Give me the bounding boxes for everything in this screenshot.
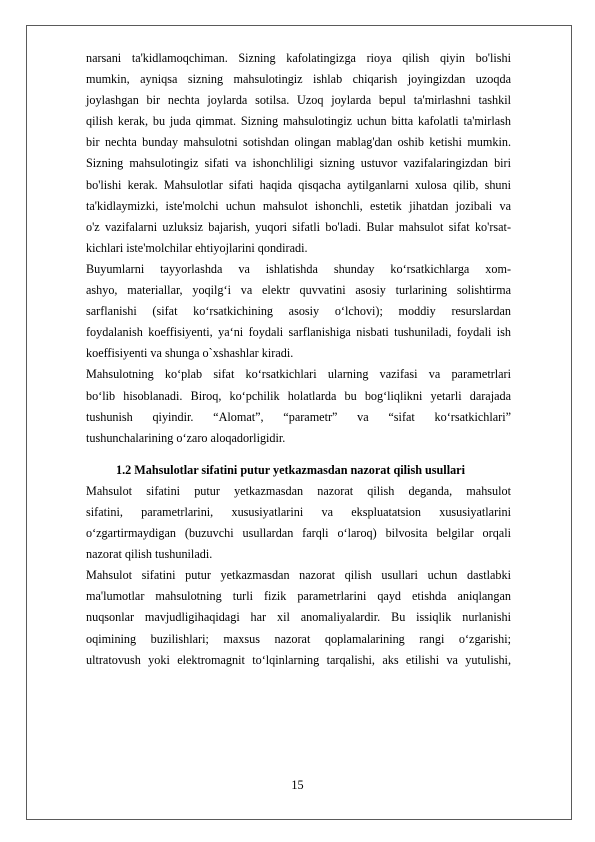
text-line: oqimining buzilishlari; maxsus nazorat qoplamalarining rangi o‘zgarishi; (86, 631, 511, 646)
text-line: Buyumlarni tayyorlashda va ishlatishda shunday ko‘rsatkichlarga xom- (86, 261, 511, 276)
text-line: ta'kidlaymizki, iste'molchi uchun mahsulot ishonchli, estetik jihatdan jozibali va (86, 198, 511, 213)
text-line: kichlari iste'molchilar ehtiyojlarini qondiradi. (86, 240, 308, 255)
text-line: foydalanish koeffisiyenti, ya‘ni foydali sarflanishiga nisbati tushuniladi, foydali ish (86, 325, 511, 340)
text-line: Sizning mahsulotingiz sifati va ishonchliligi sizning ustuvor vazifalaringizdan biri (86, 156, 511, 171)
text-line: koeffisiyenti va shunga o`xshashlar kiradi. (86, 346, 294, 361)
text-line: ultratovush yoki elektromagnit to‘lqinlarning tarqalishi, aks etilishi va yutulishi, (86, 652, 511, 667)
text-line: o'z vazifalarni uzluksiz bajarish, yuqori sifatli bo'ladi. Bular mahsulot sifat ko'rsat- (86, 219, 511, 234)
text-line: narsani ta'kidlamoqchiman. Sizning kafolatingizga rioya qilish qiyin bo'lishi (86, 51, 511, 65)
text-line: ashyo, materiallar, yoqilg‘i va elektr quvvatini asosiy turlarining solishtirma (86, 283, 511, 298)
paragraph-2 (86, 259, 511, 364)
paragraph-1 (86, 48, 511, 259)
text-line: qilish kerak, bu juda qimmat. Sizning mahsulotingiz uchun bitta kafolatli ta'mirlash (86, 114, 511, 129)
text-line: sarflanishi (sifat ko‘rsatkichining asosiy o‘lchovi); moddiy resurslardan (86, 304, 511, 319)
text-line: Mahsulotning ko‘plab sifat ko‘rsatkichlari ularning vazifasi va parametrlari (86, 367, 511, 382)
text-line: nuqsonlar mavjudligihaqidagi har xil anomaliyalardir. Bu issiqlik nurlanishi (86, 610, 511, 625)
text-line: bir nechta bunday mahsulotni sotishdan olingan mablag'dan oshib ketishi mumkin. (86, 135, 511, 150)
section-heading: 1.2 Mahsulotlar sifatini putur yetkazmasdan nazorat qilish usullari (116, 462, 465, 477)
paragraph-5 (86, 565, 511, 670)
text-line: ma'lumotlar mahsulotning turli fizik parametrlarini qayd etishda aniqlangan (86, 589, 511, 604)
text-line: bo‘lib hisoblanadi. Biroq, ko‘pchilik holatlarda bu bog‘liqlikni yetarli darajada (86, 388, 511, 403)
text-line: sifatini, parametrlarini, xususiyatlarini va ekspluatatsion xususiyatlarini (86, 504, 511, 519)
text-line: nazorat qilish tushuniladi. (86, 547, 213, 562)
text-line: bo'lishi kerak. Mahsulotlar sifati haqida qisqacha aytilganlarni xulosa qilib, shuni (86, 177, 511, 192)
text-line: tushunish qiyindir. “Alomat”, “parametr” va “sifat ko‘rsatkichlari” (86, 409, 511, 424)
document-body (86, 48, 511, 671)
text-line: Mahsulot sifatini putur yetkazmasdan nazorat qilish usullari uchun dastlabki (86, 568, 511, 583)
paragraph-3 (86, 364, 511, 448)
paragraph-4 (86, 481, 511, 565)
text-line: o‘zgartirmaydigan (buzuvchi usullardan farqli o‘laroq) bilvosita belgilar orqali (86, 526, 511, 541)
text-line: Mahsulot sifatini putur yetkazmasdan nazorat qilish deganda, mahsulot (86, 483, 511, 498)
page-number: 15 (291, 778, 304, 792)
text-line: mumkin, ayniqsa sizning mahsulotingiz ishlab chiqarish joyingizdan uzoqda (86, 72, 511, 87)
text-line: tushunchalarining o‘zaro aloqadorligidir. (86, 430, 286, 445)
text-line: joylashgan bir nechta joylarda sotilsa. Uzoq joylarda bepul ta'mirlashni tashkil (86, 93, 511, 108)
